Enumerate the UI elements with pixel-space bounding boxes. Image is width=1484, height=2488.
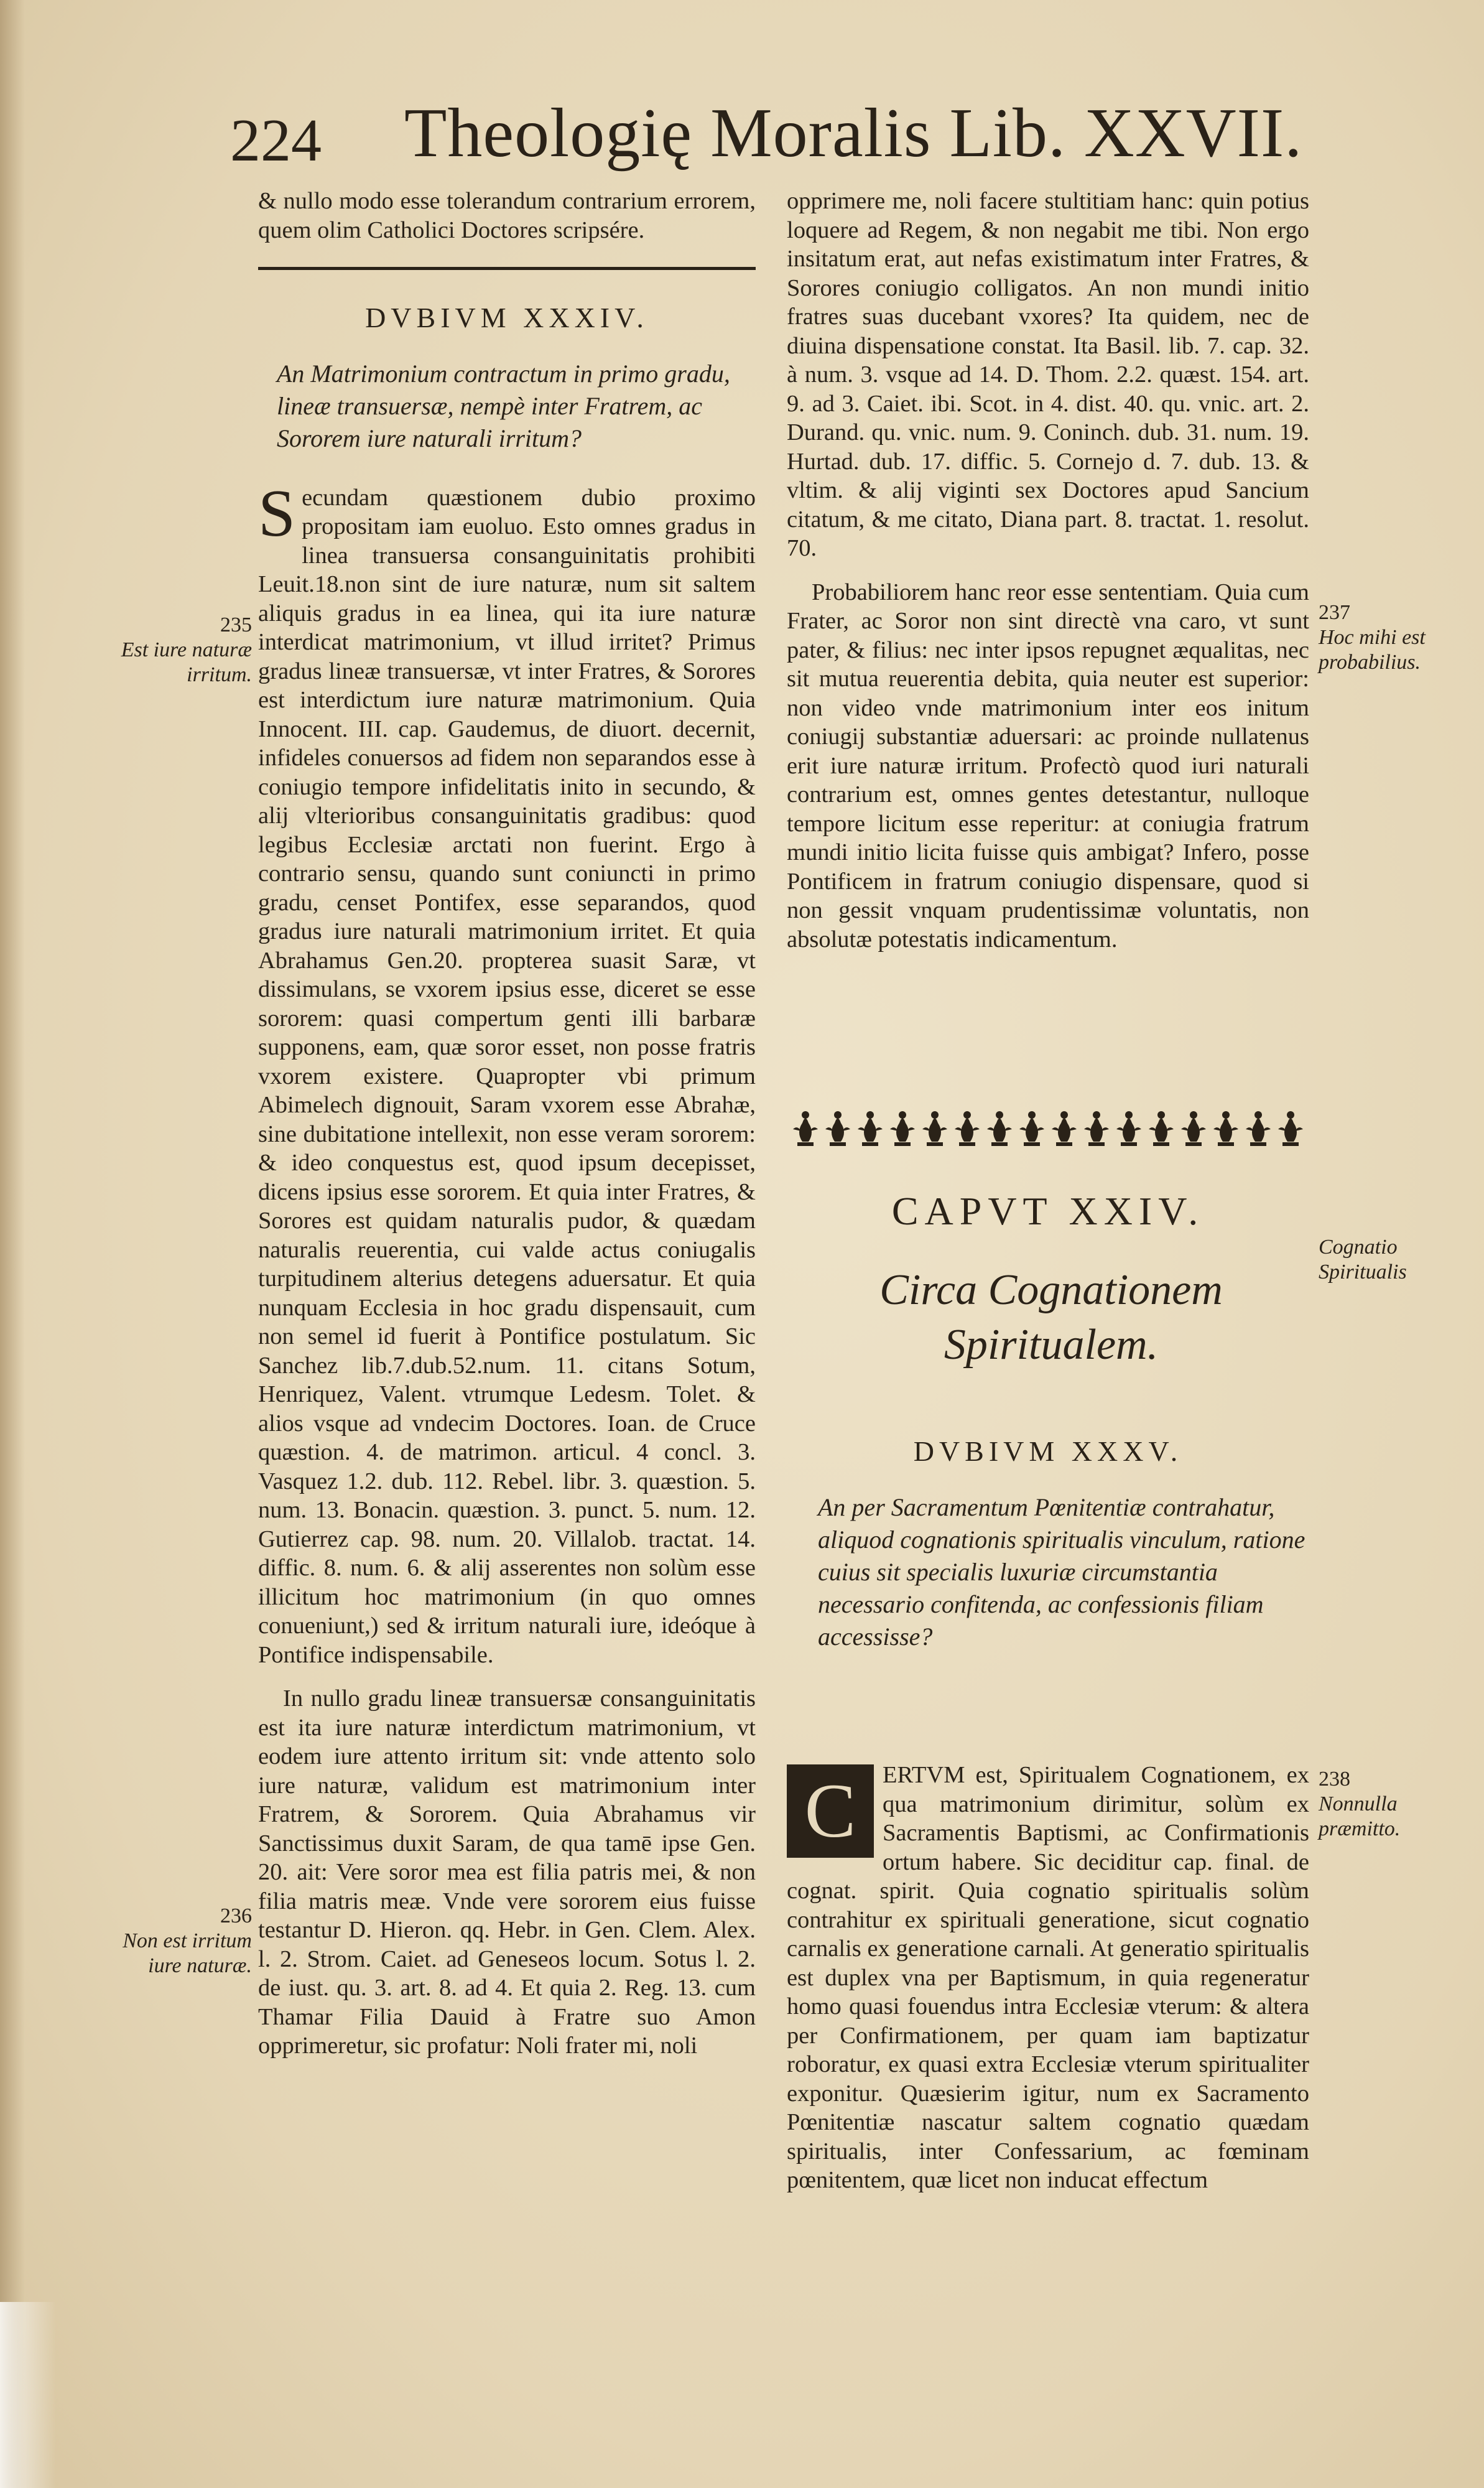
dubium-question: An Matrimonium contractum in primo gradu, lineæ transuersæ, nempè inter Fratrem, ac Sororem iure naturali irritum? [277, 359, 730, 452]
right-column [787, 187, 1309, 969]
margin-note-text: Hoc mihi est probabilius. [1319, 626, 1426, 674]
margin-note-238 [1319, 1767, 1474, 1842]
running-title: Theologię Moralis Lib. XXVII. [404, 95, 1303, 172]
page-header [230, 93, 1303, 180]
right-dubium-section [787, 1437, 1309, 1682]
body-paragraph: In nullo gradu lineæ transuersæ consanguinitatis est ita iure naturæ interdictum matrimonium, vt eodem iure attento irritum sit: vnde attento solo iure naturæ, validum est matrimonium inter Fratrem, & Sororem. Quia Abrahamus vir Sanctissimus duxit Saram, de qua tamē ipse Gen. 20. ait: Vere soror mea est filia patris mei, & non filia matris meæ. Vnde vere sororem eius fuisse testantur D. Hieron. qq. Hebr. in Gen. Clem. Alex. l. 2. Strom. Caiet. ad Geneseos locum. Sotus l. 2. de iust. qu. 3. art. 8. ad 4. Et quia 2. Reg. 13. cum Thamar Filia Dauid à Fratre suo Amon opprimeretur, sic profatur: Noli frater mi, noli [258, 1685, 756, 2059]
paragraph-text: ERTVM est, Spiritualem Cognationem, ex qua matrimonium dirimitur, solùm ex Sacramentis Baptismi, ac Confirmationis ortum habere. Sic deciditur cap. final. de cognat. spirit. Quia cognatio spiritualis solùm contrahitur ex spirituali generatione, sicut cognatio carnalis ex generatione carnali. At generatio spiritualis est duplex vna per Baptismum, in quia regeneratur homo quasi fouendus intra Ecclesiæ vterum: & altera per Confirmationem, per quam iam baptizatur roboratur, ex quasi extra Ecclesiæ vterum spiritualiter exponitur. Quæsierim igitur, num ex Sacramento Pœnitentiæ nascatur saltem cognatio quædam spiritualis, inter Confessarium, ac fœminam pœnitentem, quæ licet non inducat effectum [787, 1762, 1309, 2193]
margin-note-236 [115, 1904, 252, 1978]
dubium-question: An per Sacramentum Pœnitentiæ contrahatur, aliquod cognationis spiritualis vinculum, ratione cuius sit specialis luxuriæ circumstantia necessario confitenda, ac confessionis filiam accessisse? [818, 1493, 1305, 1651]
dubium-heading: DVBIVM XXXIV. [365, 302, 649, 333]
drop-cap: S [258, 476, 296, 551]
continuation-text: & nullo modo esse tolerandum contrarium errorem, quem olim Catholici Doctores scripsére. [258, 188, 756, 243]
margin-note-number: 235 [220, 613, 252, 636]
page-edge-tear [0, 2302, 56, 2488]
body-paragraph [787, 1761, 1309, 2195]
caput-subtitle: Circa Cognationem Spiritualem. [879, 1266, 1223, 1369]
margin-note-number: 238 [1319, 1768, 1350, 1791]
body-paragraph: Probabiliorem hanc reor esse sententiam. Quia cum Frater, ac Soror non sint directè vna caro, vt sunt pater, & filius: nec inter ipsos repugnet æqualitas, nec sit mutua reuerentia debita, quia neuter est superior: non video vnde matrimonium inter eos initum coniugij substantiæ aduersari: ac proinde nullatenus erit iure naturæ irritum. Profectò quod iuri naturali contrarium est, omnes gentes detestantur, nulloque tempore licitum esse reperitur: at coniugia fratrum mundi initio licita fuisse quis ambigat? Infero, posse Pontificem in fratrum coniugio dispensare, quod si non gessit vnquam prudentissimæ voluntatis, non absolutæ potestatis indicamentum. [787, 579, 1309, 953]
left-column [258, 187, 756, 2076]
body-paragraph [258, 476, 756, 1670]
right-lower-text [787, 1761, 1309, 2210]
margin-note-text: Est iure naturæ irritum. [121, 638, 252, 686]
binding-shadow [0, 0, 25, 2488]
decorated-initial: C [787, 1764, 874, 1858]
margin-note-text: Non est irritum iure naturæ. [123, 1929, 252, 1977]
page-number: 224 [230, 107, 322, 174]
margin-note-237 [1319, 600, 1474, 675]
section-rule [258, 267, 756, 270]
margin-note-text: Cognatio Spiritualis [1319, 1236, 1407, 1284]
margin-note-number: 237 [1319, 601, 1350, 624]
margin-note-text: Nonnulla præmitto. [1319, 1792, 1401, 1840]
ornament-band [790, 1107, 1312, 1151]
paragraph-text: ecundam quæstionem dubio proximo propositam iam euoluo. Esto omnes gradus in linea transuersa consanguinitatis prohibiti Leuit.18.non sint de iure naturæ, num sit saltem aliquis gradus in ea linea, qui ita iure naturæ interdicat matrimonium, vt illud irritet? Primus gradus lineæ transuersæ, vt inter Fratres, & Sorores est interdictum iure naturæ matrimonium. Quia Innocent. III. cap. Gaudemus, de diuort. decernit, infideles conuersos ad fidem non separandos esse à coniugio tempore infidelitatis inito in secundo, & alij vlterioribus consanguinitatis gradibus: quod legibus Ecclesiæ arctati non fuerint. Ergo à contrario sensu, quando sunt coniuncti in primo gradu, censet Pontifex, esse separandos, quod gradus iure naturali matrimonium irritet. Et quia Abrahamus Gen.20. propterea suasit Saræ, vt dissimulans, se vxorem ipsius esse, diceret se esse sororem: quasi compertum genti illi barbaræ supponens, eam, quæ soror esset, non posse fratris vxorem existere. Quapropter vbi primum Abimelech dignouit, Saram vxorem esse Abrahæ, sine dubitatione intellexit, non esse veram sororem: & ideo conquestus est, quod ipsum decepisset, dicens ipsius esse sororem. Et quia inter Fratres, & Sorores est quidam naturalis pudor, & quædam naturalis reuerentia, cui valde actus coniugalis turpitudinem alterius detegens aduersatur. Et quia nunquam Ecclesia in hoc gradu dispensauit, cum non semel id fuerit à Pontifice postulatum. Sic Sanchez lib.7.dub.52.num. 11. citans Sotum, Henriquez, Valent. vtrumque Ledesm. Tolet. & alios vsque ad vndecim Doctores. Ioan. de Cruce quæstion. 4. de matrimon. articul. 4 concl. 3. Vasquez 1.2. dub. 112. Rebel. libr. 3. quæstion. 5. num. 13. Bonacin. quæstion. 3. punct. 5. num. 12. Gutierrez cap. 98. num. 20. Villalob. tractat. 14. diffic. 8. num. 6. & alij asserentes non solùm esse illicitum hoc matrimonium (in quo omnes conueniunt,) sed & irritum naturali iure, ideóque à Pontifice indispensabile. [258, 484, 756, 1668]
dubium-heading: DVBIVM XXXV. [913, 1435, 1183, 1467]
body-paragraph: opprimere me, noli facere stultitiam hanc: quin potius loquere ad Regem, & non negabit me tibi. Non ergo insitatum erat, aut nefas existimatum inter Fratres, & Sorores coniugio colligatos. An non mundi initio fratres suas ducebant vxores? Ita quidem, nec de diuina dispensatione constat. Ita Basil. lib. 7. cap. 32. à num. 3. vsque ad 14. D. Thom. 2.2. quæst. 154. art. 9. ad 3. Caiet. ibi. Scot. in 4. dist. 40. qu. vnic. art. 2. Durand. qu. vnic. num. 9. Coninch. dub. 31. num. 19. Hurtad. dub. 17. diffic. 5. Cornejo d. 7. dub. 13. & vltim. & alij viginti sex Doctores apud Sancium citatum, & me citato, Diana part. 8. tractat. 1. resolut. 70. [787, 188, 1309, 561]
margin-note-cognatio [1319, 1235, 1474, 1285]
caput-heading: CAPVT XXIV. [891, 1189, 1205, 1233]
margin-note-235 [115, 613, 252, 687]
margin-note-number: 236 [220, 1904, 252, 1927]
